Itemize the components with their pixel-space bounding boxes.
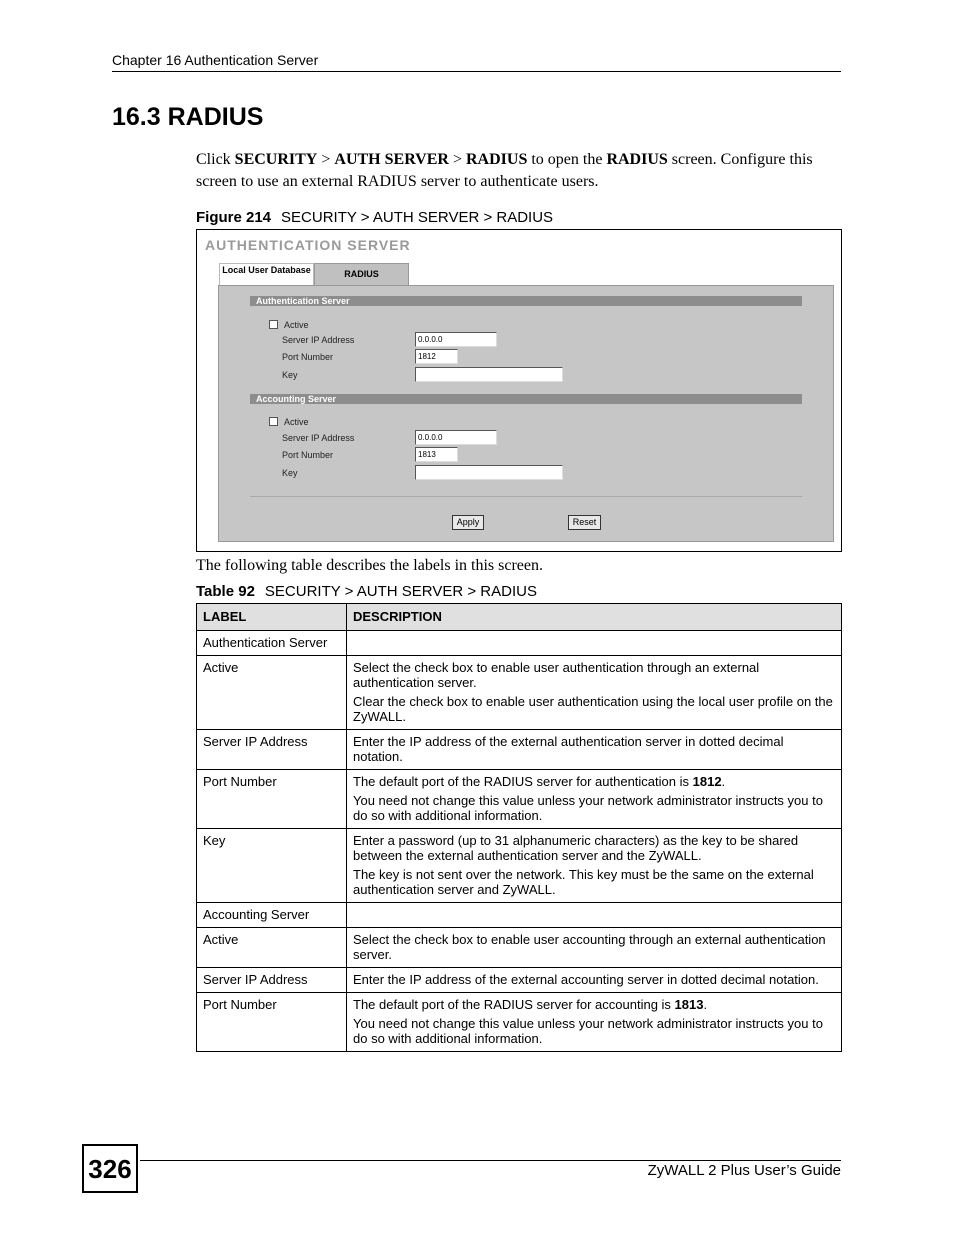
description-column-header: DESCRIPTION [347, 604, 842, 631]
acct-port-label: Port Number [282, 450, 334, 460]
acct-active-label: Active [284, 417, 309, 427]
auth-active-checkbox[interactable] [269, 320, 278, 329]
table-row [197, 968, 842, 993]
settings-panel [218, 285, 834, 542]
row-label: Key [197, 829, 347, 903]
table-caption: Table 92 SECURITY > AUTH SERVER > RADIUS [196, 583, 537, 600]
acct-key-input[interactable] [415, 465, 563, 480]
acct-key-label: Key [282, 468, 298, 478]
table-row [197, 656, 842, 730]
acct-port-input[interactable]: 1813 [415, 447, 458, 462]
row-label: Server IP Address [197, 730, 347, 770]
auth-server-section-bar: Authentication Server [250, 296, 802, 306]
row-label: Active [197, 928, 347, 968]
auth-port-label: Port Number [282, 352, 334, 362]
tab-local-user-database[interactable]: Local User Database [219, 263, 314, 285]
row-description: Enter the IP address of the external authentication server in dotted decimal notation. [347, 730, 842, 770]
row-label: Server IP Address [197, 968, 347, 993]
row-description: Enter a password (up to 31 alphanumeric characters) as the key to be shared between the external authentication server and the ZyWALL. The key is not sent over the network. This key must be the same on the external authentication server and ZyWALL. [347, 829, 842, 903]
row-label: Port Number [197, 770, 347, 829]
acct-ip-input[interactable]: 0.0.0.0 [415, 430, 497, 445]
table-row [197, 928, 842, 968]
auth-active-label: Active [284, 320, 309, 330]
table-header-row [197, 604, 842, 631]
row-description: The default port of the RADIUS server for authentication is 1812. You need not change this value unless your network administrator instructs you to do so with additional information. [347, 770, 842, 829]
screen-title: AUTHENTICATION SERVER [205, 237, 411, 253]
page-number: 326 [82, 1144, 138, 1193]
label-description-table [196, 603, 842, 1052]
acct-server-section-bar: Accounting Server [250, 394, 802, 404]
table-row [197, 993, 842, 1052]
row-description: Select the check box to enable user authentication through an external authentication server. Clear the check box to enable user authentication using the local user profile on the ZyWALL. [347, 656, 842, 730]
table-row [197, 631, 842, 656]
section-title: 16.3 RADIUS [112, 103, 264, 131]
guide-title: ZyWALL 2 Plus User’s Guide [647, 1162, 841, 1179]
row-description [347, 631, 842, 656]
auth-key-input[interactable] [415, 367, 563, 382]
auth-ip-input[interactable]: 0.0.0.0 [415, 332, 497, 347]
label-column-header: LABEL [197, 604, 347, 631]
row-label: Accounting Server [197, 903, 347, 928]
intro-paragraph: Click SECURITY > AUTH SERVER > RADIUS to open the RADIUS screen. Configure this screen to use an external RADIUS server to authenticate users. [196, 151, 813, 190]
panel-divider [250, 496, 802, 497]
row-label: Port Number [197, 993, 347, 1052]
row-label: Active [197, 656, 347, 730]
row-description: Enter the IP address of the external accounting server in dotted decimal notation. [347, 968, 842, 993]
figure-caption: Figure 214 SECURITY > AUTH SERVER > RADIUS [196, 209, 554, 226]
row-description [347, 903, 842, 928]
table-row [197, 829, 842, 903]
row-label: Authentication Server [197, 631, 347, 656]
table-intro: The following table describes the labels in this screen. [196, 557, 544, 574]
table-row [197, 730, 842, 770]
auth-port-input[interactable]: 1812 [415, 349, 458, 364]
apply-button[interactable]: Apply [452, 515, 484, 530]
acct-ip-label: Server IP Address [282, 433, 355, 443]
radius-screenshot [196, 229, 842, 552]
tab-radius[interactable]: RADIUS [314, 263, 409, 285]
footer-divider [140, 1160, 841, 1161]
acct-active-checkbox[interactable] [269, 417, 278, 426]
header-divider [112, 71, 841, 72]
auth-ip-label: Server IP Address [282, 335, 355, 345]
reset-button[interactable]: Reset [568, 515, 601, 530]
row-description: The default port of the RADIUS server for accounting is 1813. You need not change this value unless your network administrator instructs you to do so with additional information. [347, 993, 842, 1052]
row-description: Select the check box to enable user accounting through an external authentication server. [347, 928, 842, 968]
table-row [197, 903, 842, 928]
table-row [197, 770, 842, 829]
chapter-header: Chapter 16 Authentication Server [112, 52, 319, 68]
auth-key-label: Key [282, 370, 298, 380]
